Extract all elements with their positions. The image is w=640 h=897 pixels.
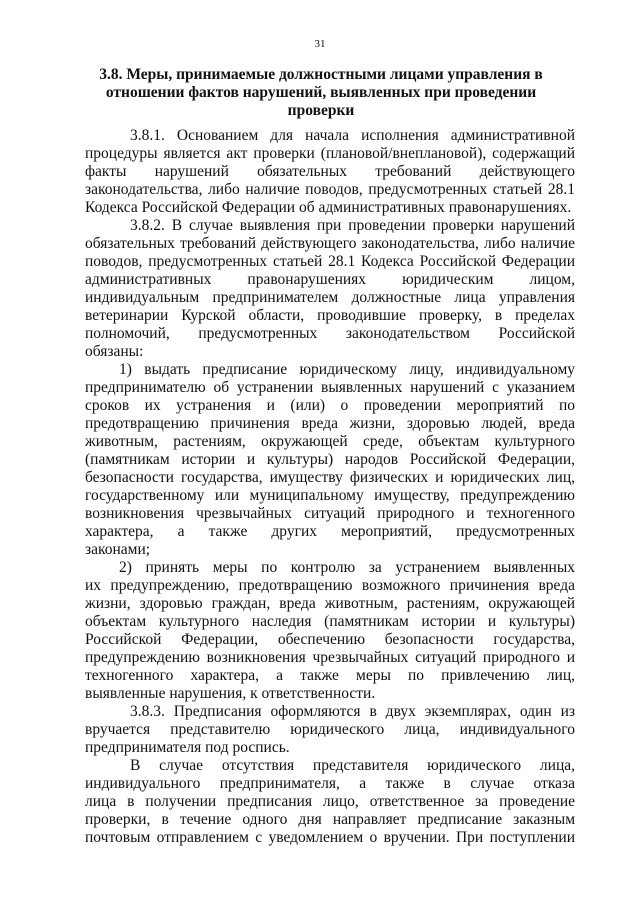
text-line: поводов, предусмотренных статьей 28.1 Кодекса Российской Федерации xyxy=(85,253,575,270)
text-line: лица в получении предписания лицо, ответственное за проведение xyxy=(85,793,575,810)
text-line: ветеринарии Курской области, проводившие проверку, в пределах xyxy=(85,307,575,324)
text-line: законами; xyxy=(85,541,151,558)
text-line: В случае отсутствия представителя юридического лица, xyxy=(130,757,575,774)
text-line: Кодекса Российской Федерации об административных правонарушениях. xyxy=(85,199,572,216)
text-line: 3.8.3. Предписания оформляются в двух экземплярах, один из xyxy=(130,703,575,720)
text-line: государственному или муниципальному имуществу, предупреждению xyxy=(85,487,575,504)
text-line: возникновения чрезвычайных ситуаций природного и техногенного xyxy=(85,505,575,522)
text-line: сроков их устранения и (или) о проведении мероприятий по xyxy=(85,397,575,414)
body-text xyxy=(85,127,575,847)
text-line: административных правонарушениях юридическим лицом, xyxy=(85,271,575,288)
text-line: объектам культурного наследия (памятникам истории и культуры) xyxy=(85,613,575,630)
text-line: полномочий, предусмотренных законодательством Российской xyxy=(85,325,575,342)
text-line: безопасности государства, имуществу физических и юридических лиц, xyxy=(85,469,575,486)
text-line: 2) принять меры по контролю за устранением выявленных xyxy=(119,559,575,576)
text-line: предупреждению возникновения чрезвычайных ситуаций природного и xyxy=(85,649,575,666)
text-line: обязательных требований действующего законодательства, либо наличие xyxy=(85,235,575,252)
text-line: характера, а также других мероприятий, предусмотренных xyxy=(85,523,575,540)
text-line: процедуры является акт проверки (плановой/внеплановой), содержащий xyxy=(85,145,575,162)
text-line: индивидуальным предпринимателем должностные лица управления xyxy=(85,289,575,306)
section-heading-line: 3.8. Меры, принимаемые должностными лицами управления в xyxy=(99,66,543,83)
text-line: почтовым отправлением с уведомлением о вручении. При поступлении xyxy=(85,829,575,846)
text-line: 1) выдать предписание юридическому лицу, индивидуальному xyxy=(119,361,575,378)
text-line: проверки, в течение одного дня направляет предписание заказным xyxy=(85,811,575,828)
text-line: (памятникам истории и культуры) народов Российской Федерации, xyxy=(85,451,575,468)
text-line: индивидуального предпринимателя, а также в случае отказа xyxy=(85,775,575,792)
section-heading xyxy=(96,66,546,120)
text-line: факты нарушений обязательных требований действующего xyxy=(85,163,575,180)
text-line: вручается представителю юридического лица, индивидуального xyxy=(85,721,575,738)
text-line: обязаны: xyxy=(85,343,144,360)
text-line: предпринимателя под роспись. xyxy=(85,739,290,756)
text-line: предпринимателю об устранении выявленных нарушений с указанием xyxy=(85,379,575,396)
section-heading-line: отношении фактов нарушений, выявленных при проведении xyxy=(105,84,537,101)
text-line: 3.8.1. Основанием для начала исполнения административной xyxy=(130,127,575,144)
text-line: законодательства, либо наличие поводов, предусмотренных статьей 28.1 xyxy=(85,181,575,198)
section-heading-line: проверки xyxy=(287,102,355,119)
text-line: Российской Федерации, обеспечению безопасности государства, xyxy=(85,631,575,648)
page-number: 31 xyxy=(314,38,326,50)
text-line: животным, растениям, окружающей среде, объектам культурного xyxy=(85,433,575,450)
text-line: выявленные нарушения, к ответственности. xyxy=(85,685,376,702)
text-line: жизни, здоровью граждан, вреда животным, растениям, окружающей xyxy=(85,595,575,612)
text-line: 3.8.2. В случае выявления при проведении проверки нарушений xyxy=(130,217,575,234)
text-line: их предупреждению, предотвращению возможного причинения вреда xyxy=(85,577,575,594)
text-line: техногенного характера, а также меры по привлечению лиц, xyxy=(85,667,575,684)
text-line: предотвращению причинения вреда жизни, здоровью людей, вреда xyxy=(85,415,575,432)
